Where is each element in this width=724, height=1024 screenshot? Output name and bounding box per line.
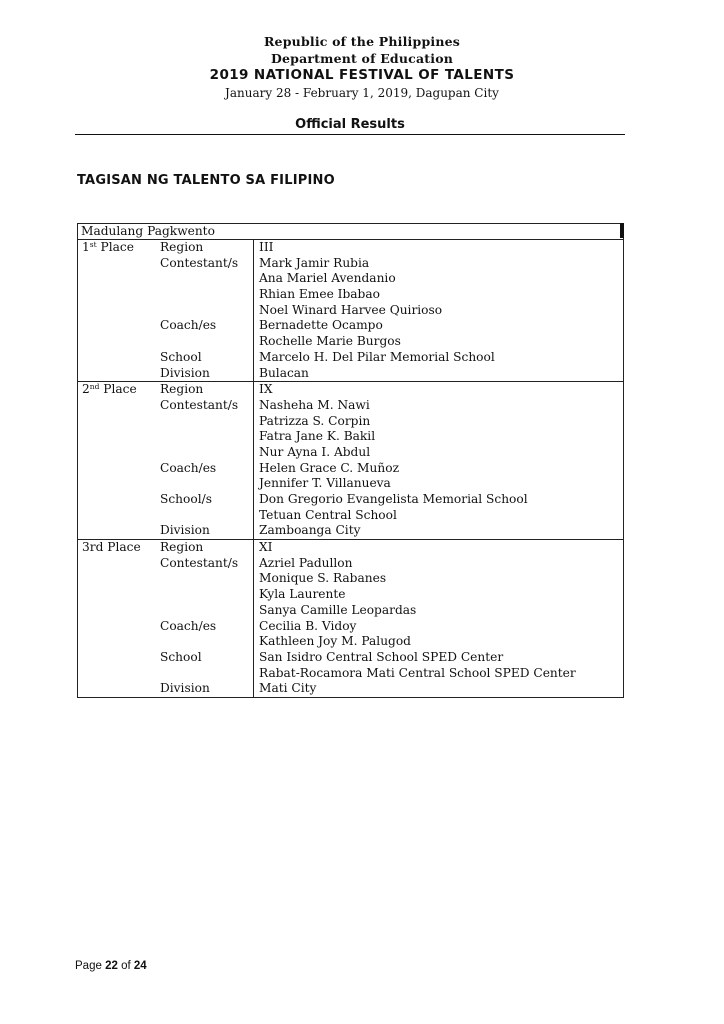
field-label [160,508,253,524]
field-value: Sanya Camille Leopardas [253,603,623,619]
table-row [78,461,623,477]
field-value: Bulacan [253,366,623,382]
field-label: Coach/es [160,318,217,333]
field-value: Rochelle Marie Burgos [253,334,623,350]
field-value: III [253,240,623,256]
category-header: Madulang Pagkwento [78,224,624,240]
table-row [78,523,623,539]
field-value: San Isidro Central School SPED Center [253,650,623,666]
field-value: Fatra Jane K. Bakil [253,429,623,445]
field-label: Contestant/s [160,255,239,270]
place-number: 3rd Place [82,540,141,555]
place-cell [78,256,160,272]
field-label [160,476,253,492]
place-cell [78,666,160,682]
place-cell [78,556,160,572]
field-label: Region [160,540,204,555]
place-cell [78,287,160,303]
place-cell [78,398,160,414]
table-row [78,445,623,461]
place-cell [78,461,160,477]
field-label [160,445,253,461]
field-label: School [160,649,202,664]
field-label: Division [160,523,210,538]
table-row [78,287,623,303]
place-cell [78,681,160,697]
place-cell [78,476,160,492]
field-value: Azriel Padullon [253,556,623,572]
place-cell [78,271,160,287]
field-value: Ana Mariel Avendanio [253,271,623,287]
field-value: Jennifer T. Villanueva [253,476,623,492]
field-value: Mati City [253,681,623,697]
field-value: Cecilia B. Vidoy [253,619,623,635]
table-row [78,603,623,619]
table-row [78,666,623,682]
place-cell [78,240,160,256]
table-row [78,634,623,650]
table-row [78,429,623,445]
place-block [78,240,624,382]
field-value: Kathleen Joy M. Palugod [253,634,623,650]
place-word: Place [99,382,137,397]
field-value: Patrizza S. Corpin [253,414,623,430]
table-row [78,303,623,319]
place-cell [78,523,160,539]
department-heading: Department of Education [270,51,454,66]
place-cell [78,318,160,334]
official-results-heading: Official Results [295,117,405,132]
table-row [78,492,623,508]
field-label [160,414,253,430]
field-label [160,666,253,682]
place-block [78,382,624,540]
table-row [78,318,623,334]
table-row [78,382,623,398]
place-cell [78,540,160,556]
place-block [78,540,624,697]
place-cell [78,508,160,524]
place-cell [78,303,160,319]
field-label [160,634,253,650]
table-row [78,476,623,492]
place-cell [78,429,160,445]
place-cell [78,366,160,382]
field-label: Coach/es [160,618,217,633]
field-label [160,271,253,287]
table-row [78,414,623,430]
field-label: School/s [160,492,212,506]
field-value: Nur Ayna I. Abdul [253,445,623,461]
field-label [160,334,253,350]
field-label [160,429,253,445]
header-divider [75,134,625,135]
field-value: Tetuan Central School [253,508,623,524]
table-row [78,587,623,603]
place-cell [78,334,160,350]
field-value: XI [253,540,623,556]
field-value: Rabat-Rocamora Mati Central School SPED Center [253,666,623,682]
table-row [78,240,623,256]
place-number: 2 [82,382,90,397]
page-number: 22 [105,960,118,972]
page-total: 24 [133,960,147,972]
place-cell [78,350,160,366]
field-value: Nasheha M. Nawi [253,398,623,414]
place-cell [78,414,160,430]
field-value: Helen Grace C. Muñoz [253,461,623,477]
place-cell [78,650,160,666]
table-row [78,366,623,382]
place-cell [78,587,160,603]
field-value: Monique S. Rabanes [253,571,623,587]
place-cell [78,571,160,587]
field-value: Noel Winard Harvee Quirioso [253,303,623,319]
place-number: 1 [82,240,90,254]
field-value: IX [253,382,623,398]
place-cell [78,619,160,635]
table-row [78,350,623,366]
field-value: Zamboanga City [253,523,623,539]
place-cell [78,492,160,508]
place-cell [78,445,160,461]
table-row [78,556,623,572]
festival-title: 2019 NATIONAL FESTIVAL OF TALENTS [209,67,515,83]
place-cell [78,603,160,619]
field-label [160,603,253,619]
field-label [160,571,253,587]
section-title: TAGISAN NG TALENTO SA FILIPINO [77,173,335,188]
page-footer [75,960,147,972]
field-value: Mark Jamir Rubia [253,256,623,272]
place-cell [78,634,160,650]
place-word: Place [96,240,134,254]
field-label: Region [160,240,204,254]
table-row [78,540,623,556]
table-row [78,398,623,414]
field-value: Kyla Laurente [253,587,623,603]
table-row [78,271,623,287]
table-row [78,571,623,587]
of-word: of [121,960,131,972]
event-dates: January 28 - February 1, 2019, Dagupan City [225,86,499,100]
place-ordinal: st [89,240,97,249]
field-label: Contestant/s [160,555,239,570]
page-word: Page [75,960,102,972]
field-label: Division [160,681,210,696]
place-cell [78,382,160,398]
place-ordinal: nd [89,382,100,392]
field-value: Bernadette Ocampo [253,318,623,334]
field-label [160,587,253,603]
field-label: Coach/es [160,460,217,475]
table-row [78,681,623,697]
table-row [78,619,623,635]
field-label: Contestant/s [160,397,239,412]
field-label [160,303,253,319]
results-table [77,223,624,698]
table-row [78,508,623,524]
republic-heading: Republic of the Philippines [263,34,461,49]
field-label: Division [160,365,210,380]
field-label [160,287,253,303]
field-value: Don Gregorio Evangelista Memorial School [253,492,623,508]
field-label: School [160,349,202,364]
field-label: Region [160,382,204,397]
table-row [78,650,623,666]
field-value: Rhian Emee Ibabao [253,287,623,303]
table-row [78,256,623,272]
table-row [78,334,623,350]
field-value: Marcelo H. Del Pilar Memorial School [253,350,623,366]
